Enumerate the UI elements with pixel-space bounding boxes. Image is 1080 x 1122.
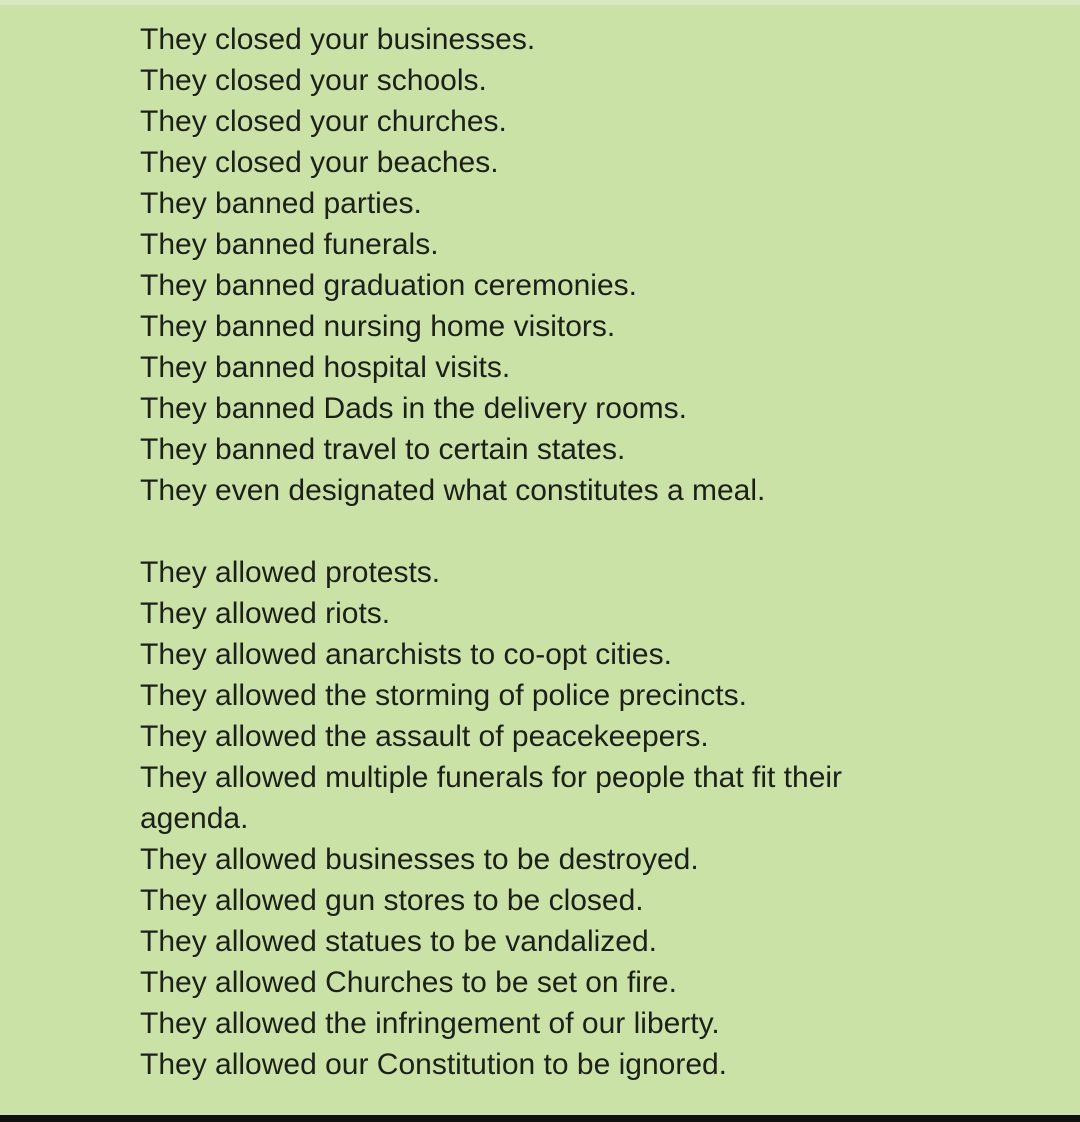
text-line: They banned Dads in the delivery rooms.	[140, 392, 687, 425]
section-allowed	[140, 552, 1060, 1085]
text-line: agenda.	[140, 802, 249, 835]
text-line: They banned hospital visits.	[140, 351, 511, 384]
text-line: They banned parties.	[140, 187, 422, 220]
text-line: They even designated what constitutes a meal.	[140, 474, 766, 507]
text-line: They allowed our Constitution to be ignored.	[140, 1048, 728, 1081]
text-line: They allowed businesses to be destroyed.	[140, 843, 699, 876]
text-block	[140, 19, 1060, 1085]
text-line: They allowed the assault of peacekeepers.	[140, 720, 709, 753]
text-line: They closed your beaches.	[140, 146, 499, 179]
text-line: They closed your businesses.	[140, 23, 536, 56]
paragraph-gap	[140, 511, 1060, 552]
text-line: They allowed protests.	[140, 556, 441, 589]
text-image	[0, 5, 1080, 1115]
text-line: They allowed Churches to be set on fire.	[140, 966, 677, 999]
text-line: They allowed multiple funerals for people that fit their	[140, 761, 843, 794]
text-line: They closed your schools.	[140, 64, 487, 97]
text-line: They banned graduation ceremonies.	[140, 269, 637, 302]
text-line: They closed your churches.	[140, 105, 507, 138]
text-line: They allowed the storming of police precincts.	[140, 679, 747, 712]
text-line: They allowed statues to be vandalized.	[140, 925, 657, 958]
bottom-bar	[0, 1115, 1080, 1122]
section-closed-banned	[140, 19, 1060, 511]
text-line: They banned nursing home visitors.	[140, 310, 616, 343]
text-line: They allowed riots.	[140, 597, 391, 630]
text-line: They allowed the infringement of our liberty.	[140, 1007, 720, 1040]
text-line: They allowed gun stores to be closed.	[140, 884, 644, 917]
text-line: They allowed anarchists to co-opt cities.	[140, 638, 672, 671]
text-line: They banned travel to certain states.	[140, 433, 626, 466]
text-line: They banned funerals.	[140, 228, 439, 261]
